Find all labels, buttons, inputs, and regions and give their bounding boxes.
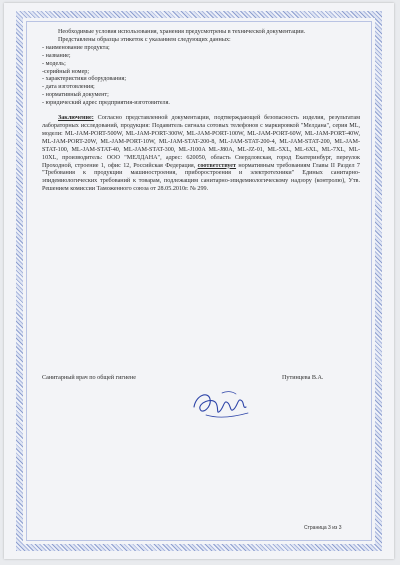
samples-intro: Представлены образцы этикеток с указанием следующих данных: bbox=[58, 36, 231, 43]
conclusion-paragraph bbox=[42, 115, 360, 194]
handwritten-signature bbox=[186, 385, 256, 425]
list-item: - нормативный документ; bbox=[42, 92, 109, 99]
list-item: - название; bbox=[42, 52, 71, 59]
list-item: - юридический адрес предприятия-изготовителя. bbox=[42, 100, 170, 107]
conclusion-label: Заключение: bbox=[58, 115, 94, 122]
page-number: Страница 3 из 3 bbox=[304, 525, 342, 531]
storage-paragraph: Необходимые условия использования, хранения предусмотрены в технической документации. bbox=[58, 29, 306, 35]
conclusion-text-continued: нормативным требованиям Главы II Раздел 7 "Требования к продукции машиностроения, приборостроения и электротехники" Единых санитарно-эпидемиологических требований к товарам, подлежащим санитарно-эпидемиологическому надзору (контролю), Утв. Решением комиссии Таможенного союза от 28.05.2010г. № 299. bbox=[42, 162, 360, 193]
list-item: - модель; bbox=[42, 60, 66, 67]
list-item: - характеристики оборудования; bbox=[42, 76, 127, 83]
document-body bbox=[42, 29, 360, 194]
list-item: - дата изготовления; bbox=[42, 84, 95, 91]
list-item: - наименование продукта; bbox=[42, 44, 110, 51]
label-fields-list bbox=[42, 45, 360, 108]
signer-name: Путинцева В.А. bbox=[282, 375, 324, 381]
list-item: -серийный номер; bbox=[42, 68, 90, 75]
signer-position: Санитарный врач по общей гигиене bbox=[42, 375, 136, 381]
document-page bbox=[4, 3, 394, 559]
conclusion-emphasis: соответствует bbox=[197, 162, 237, 169]
signature-row bbox=[42, 375, 360, 381]
conclusion-text: Согласно представленной документации, подтверждающей безопасность изделия, результатам лабораторных исследований, продукция: Подавитель сигнала сотовых телефонов с маркировкой "Мелдана", серия ML, модели: ML-JAM-PORT-500W, ML-JAM-PORT-300W, ML-JAM-PORT-100W, ML-JAM-PORT-60W, ML-JAM-PORT-40W, ML-JAM-PORT-20W, ML-JAM-PORT-10W, ML-JAM-STAT-200-8, ML-JAM-STAT-200-4, ML-JAM-STAT-200, ML-JAM-STAT-100, ML-JAM-STAT-40, ML-JAM-STAT-300, ML-J100A ML-J80A, ML-JZ-01, ML-5XL, ML-6XL, ML-7XL, ML-10XL, производитель: ООО "МЕЛДАНА", адрес: 620050, область Свердловская, город Екатеринбург, переулок Проходной, строение 1, офис 12, Российская Федерация, bbox=[42, 115, 360, 169]
